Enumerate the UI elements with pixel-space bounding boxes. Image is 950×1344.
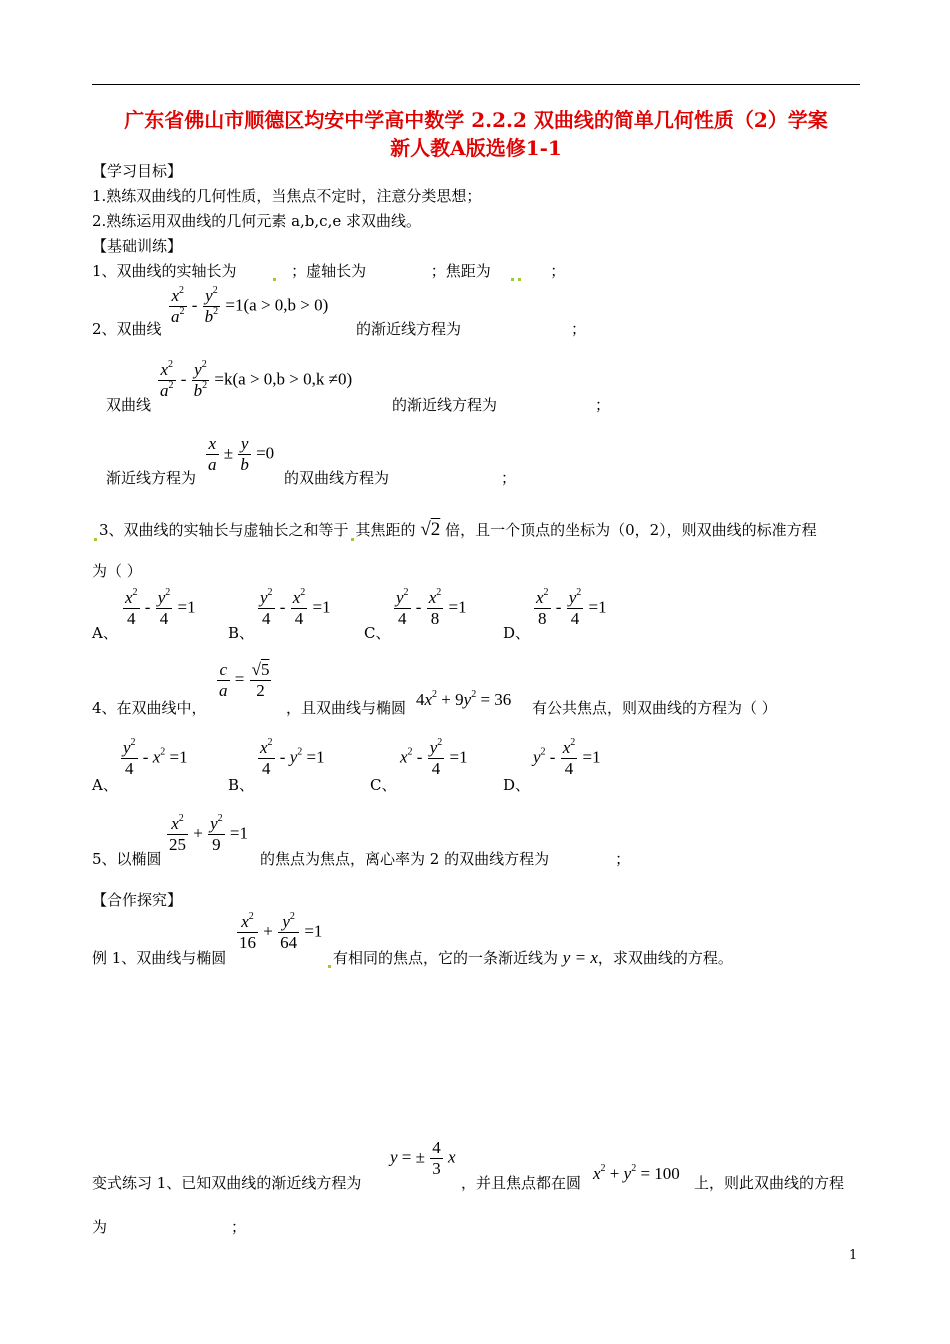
q4-formula-d: $y^2$ - $\frac{x^2}{4}$ =1 [533, 737, 601, 778]
q5-tail: 的焦点为焦点，离心率为 2 的双曲线方程为 ； [260, 850, 631, 868]
q2c-tail: 的双曲线方程为 ； [284, 469, 517, 487]
objective-2: 2.熟练运用双曲线的几何元素 a,b,c,e 求双曲线。 [92, 212, 421, 230]
q2-formula: $\frac{x^2}{a^2}$ - $\frac{y^2}{b^2}$ =1(a > 0,b > 0) [171, 285, 329, 326]
page-title-line2: 新人教A版选修1-1 [390, 136, 562, 160]
q4-ellipse: $4x^2 + 9y^2 = 36$ [416, 689, 512, 709]
section-basic: 【基础训练】 [92, 237, 183, 255]
q4-formula-a: $\frac{y^2}{4}$ - $x^2 =1$ [123, 737, 188, 778]
page-number: 1 [849, 1248, 858, 1263]
q3-formula-a: $\frac{x^2}{4}$ - $\frac{y^2}{4}$ =1 [125, 587, 196, 628]
var1-tail: 上，则此双曲线的方程 [694, 1174, 845, 1192]
q2b-formula: $\frac{x^2}{a^2}$ - $\frac{y^2}{b^2}$ =k(a > 0,b > 0,k ≠0) [160, 359, 353, 400]
q5-formula: $\frac{x^2}{25}$ + $\frac{y^2}{9}$ =1 [169, 813, 248, 854]
q3-formula-c: $\frac{y^2}{4}$ - $\frac{x^2}{8}$ =1 [396, 587, 467, 628]
q3-option-c: C、 [364, 624, 391, 642]
q4-option-c: C、 [370, 776, 397, 794]
var1-circle: $x^2 + y^2 = 100$ [593, 1163, 680, 1183]
q2b-tail: 的渐近线方程为 ； [392, 396, 611, 414]
q4-option-d: D、 [503, 776, 531, 794]
q4-formula-c: $x^2$ - $\frac{y^2}{4}$ =1 [400, 737, 468, 778]
section-objectives: 【学习目标】 [92, 162, 183, 180]
q4-mid: ，且双曲线与椭圆 [286, 699, 407, 717]
question-5: 5、以椭圆 [92, 850, 162, 868]
example-1: 例 1、双曲线与椭圆 [92, 949, 227, 967]
question-3-line2: 为（ ） [92, 562, 142, 580]
page-title-line1: 广东省佛山市顺德区均安中学高中数学 2.2.2 双曲线的简单几何性质（2）学案 [124, 108, 828, 132]
question-2: 2、双曲线 [92, 320, 162, 338]
objective-1: 1.熟练双曲线的几何性质，当焦点不定时，注意分类思想； [92, 187, 482, 205]
q3-option-b: B、 [228, 624, 255, 642]
q3-option-a: A、 [92, 624, 118, 642]
q2c-formula: $\frac{x}{a}$ ± $\frac{y}{b}$ =0 [208, 434, 275, 474]
var1-asymptote: y = ± $\frac{4}{3}$ x [390, 1138, 456, 1178]
q3-formula-d: $\frac{x^2}{8}$ - $\frac{y^2}{4}$ =1 [536, 587, 607, 628]
question-4: 4、在双曲线中， [92, 699, 207, 717]
q3-formula-b: $\frac{y^2}{4}$ - $\frac{x^2}{4}$ =1 [260, 587, 331, 628]
ex1-tail: 有相同的焦点，它的一条渐近线为 y = x，求双曲线的方程。 [326, 947, 733, 968]
question-1: 1、双曲线的实轴长为 ；虚轴长为 ；焦距为 ； [92, 262, 566, 280]
q4-ratio: $\frac{c}{a}$ = $\frac{√5}{2}$ [219, 660, 270, 700]
q2-tail: 的渐近线方程为 ； [356, 320, 587, 338]
q4-option-a: A、 [92, 776, 118, 794]
question-3: 3、双曲线的实轴长与虚轴长之和等于 其焦距的 √2 倍，且一个顶点的坐标为（0，2），则双曲线的标准方程 [92, 519, 817, 541]
q4-tail: 有公共焦点，则双曲线的方程为（ ） [532, 699, 777, 717]
var1-mid: ，并且焦点都在圆 [461, 1174, 582, 1192]
q4-formula-b: $\frac{x^2}{4}$ - $y^2 =1$ [260, 737, 325, 778]
header-rule [92, 84, 860, 85]
q4-option-b: B、 [228, 776, 255, 794]
variant-1: 变式练习 1、已知双曲线的渐近线方程为 [92, 1174, 362, 1192]
question-2c: 渐近线方程为 [106, 469, 197, 487]
var1-line2: 为 ； [92, 1218, 247, 1236]
q3-option-d: D、 [503, 624, 531, 642]
section-cooperate: 【合作探究】 [92, 891, 183, 909]
ex1-formula: $\frac{x^2}{16}$ + $\frac{y^2}{64}$ =1 [239, 911, 323, 952]
question-2b: 双曲线 [106, 396, 152, 414]
